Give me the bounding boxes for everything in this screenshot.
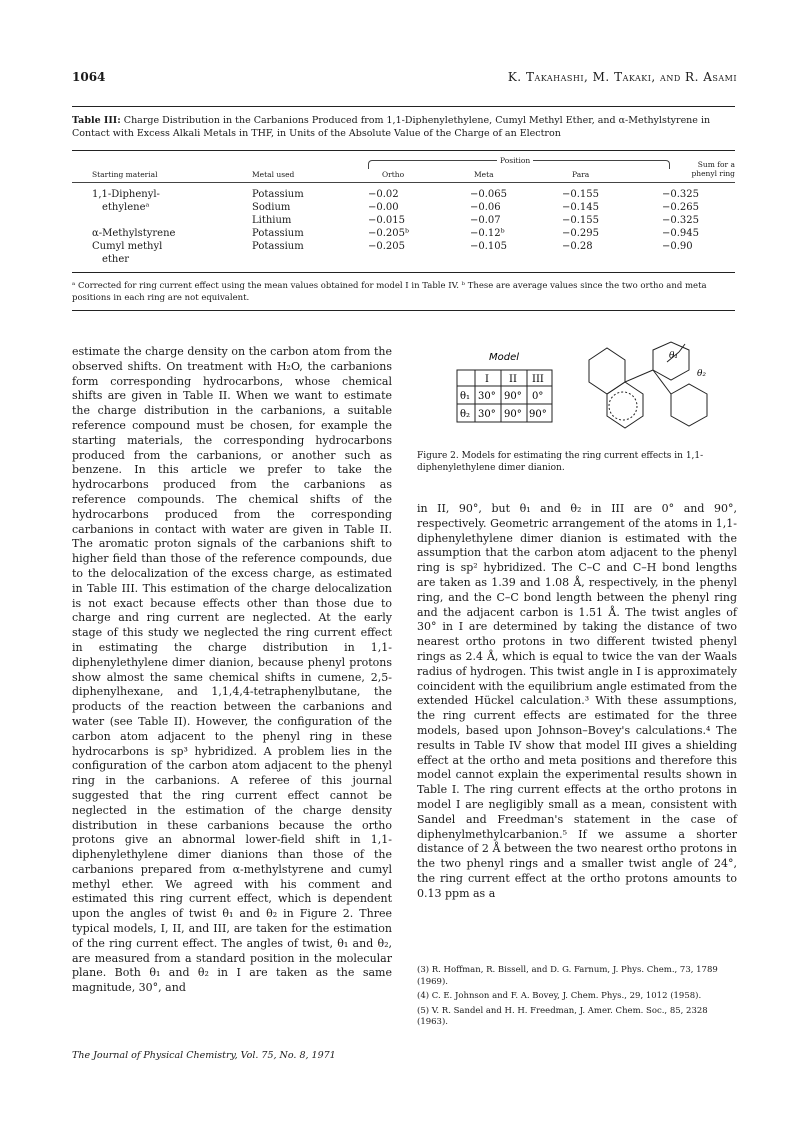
model-cell: 30° — [478, 409, 496, 420]
header-ortho: Ortho — [382, 170, 405, 179]
right-body-paragraph: in II, 90°, but θ₁ and θ₂ in III are 0° and 90°, respectively. Geometric arrangement of the atoms in 1,1-diphenylethylene dimer dianion is estimated with the assumption that the carbon atom adjacent to the phenyl ring is sp² hybridized. The C–C and C–H bond lengths are taken as 1.39 and 1.08 Å, respectively, in the phenyl ring, and the C–C bond length between the phenyl ring and the adjacent carbon is 1.51 Å. The twist angles of 30° in I are determined by taking the distance of two nearest ortho protons in two different twisted phenyl rings as 2.4 Å, which is equal to twice the van der Waals radius of hydrogen. This twist angle in I is approximately coincident with the equilibrium angle estimated from the extended Hückel calculation.³ With these assumptions, the ring current effects are estimated for the three models, based upon Johnson–Bovey's calculations.⁴ The results in Table IV show that model III gives a shielding effect at the ortho and meta positions and therefore this model cannot explain the experimental results shown in Table I. The ring current effects at the ortho protons in model I are negligibly small as a mean, consistent with Sandel and Freedman's statement in the case of diphenylmethylcarbanion.⁵ If we assume a shorter distance of 2 Å between the two nearest ortho protons in the two phenyl rings and a smaller twist angle of 24°, the ring current effect at the ortho protons amounts to 0.13 ppm as a — [417, 502, 737, 900]
model-cell: 30° — [478, 391, 496, 402]
left-body-paragraph: estimate the charge density on the carbon atom from the observed shifts. On treatment with H₂O, the carbanions form corresponding hydrocarbons, whose chemical shifts are given in Table II. When we want to estimate the charge distribution in the carbanions, a suitable reference compound must be chosen, for example the starting materials, the corresponding hydrocarbons produced from the carbanions, or another such as benzene. In this article we prefer to take the hydrocarbons produced from the carbanions as reference compounds. The chemical shifts of the hydrocarbons produced from the corresponding carbanions in contact with water are given in Table II. The aromatic proton signals of the carbanions shift to higher field than those of the reference compounds, due to the delocalization of the excess charge, as estimated in Table III. This estimation of the charge delocalization is not exact because effects other than those due to charge and ring current are neglected. At the early stage of this study we neglected the ring current effect in estimating the charge distribution in 1,1-diphenylethylene dimer dianion, because phenyl protons show almost the same chemical shifts in cumene, 2,5-diphenylhexane, and 1,1,4,4-tetraphenylbutane, the products of the reaction between the carbanions and water (see Table II). However, the configuration of the carbon atom adjacent to the phenyl ring in these hydrocarbons is sp³ hybridized. A problem lies in the configuration of the carbon atom adjacent to the phenyl ring in the carbanions. A referee of this journal suggested that the ring current effect cannot be neglected in the estimation of the charge density distribution in these carbanions because the ortho protons give an abnormal lower-field shift in 1,1-diphenylethylene dimer dianions than those of the carbanions prepared from α-methylstyrene and cumyl methyl ether. We agreed with his comment and estimated this ring current effect, which is dependent upon the angles of twist θ₁ and θ₂ in Figure 2. Three typical models, I, II, and III, are taken for the estimation of the ring current effect. The angles of twist, θ₁ and θ₂, are measured from a standard position in the molecular plane. Both θ₁ and θ₂ in I are taken as the same magnitude, 30°, and — [72, 345, 392, 995]
section-rule — [72, 310, 735, 311]
model-row-label: θ₁ — [460, 391, 471, 402]
header-para: Para — [572, 170, 590, 179]
table-cell-para: −0.295 — [562, 228, 600, 239]
table-cell-material: ethyleneᵃ — [102, 202, 150, 213]
table-cell-material: 1,1-Diphenyl- — [92, 189, 160, 200]
running-header-authors: K. Takahashi, M. Takaki, and R. Asami — [507, 70, 737, 84]
header-sum-1: Sum for a — [697, 160, 735, 169]
table-cell-meta: −0.12ᵇ — [470, 228, 505, 239]
journal-footer: The Journal of Physical Chemistry, Vol. 75, No. 8, 1971 — [72, 1050, 336, 1061]
reference-item: (5) V. R. Sandel and H. H. Freedman, J. Amer. Chem. Soc., 85, 2328 (1963). — [417, 1005, 708, 1027]
right-text-column — [417, 502, 737, 902]
table-cell-para: −0.155 — [562, 189, 600, 200]
table-cell-meta: −0.105 — [470, 241, 508, 252]
header-position: Position — [497, 156, 533, 165]
table-cell-meta: −0.06 — [470, 202, 501, 213]
table-cell-material: α-Methylstyrene — [92, 228, 176, 239]
table-cell-para: −0.145 — [562, 202, 600, 213]
table-cell-ortho: −0.02 — [368, 189, 399, 200]
left-text-column — [72, 345, 392, 996]
table-caption-text: Charge Distribution in the Carbanions Produced from 1,1-Diphenylethylene, Cumyl Methyl Ether, and α-Methylstyrene in Contact with Excess Alkali Metals in THF, in Units of the Absolute Value of the Charge of an Electron — [72, 115, 711, 139]
table-cell-metal: Sodium — [252, 202, 291, 213]
page-number: 1064 — [72, 70, 106, 84]
table-cell-sum: −0.945 — [662, 228, 700, 239]
table-cell-para: −0.28 — [562, 241, 593, 252]
top-rule — [72, 106, 735, 107]
table-cell-material: Cumyl methyl — [92, 241, 163, 252]
table-cell-material: ether — [102, 254, 130, 265]
header-sum-2: phenyl ring — [691, 169, 735, 178]
reference-item: (3) R. Hoffman, R. Bissell, and D. G. Farnum, J. Phys. Chem., 73, 1789 (1969). — [417, 965, 718, 987]
model-col-header: I — [485, 374, 489, 385]
table-label: Table III: — [72, 115, 121, 126]
table-cell-metal: Potassium — [252, 228, 304, 239]
figure-model-title: Model — [489, 352, 520, 363]
dimer-dianion-structure — [589, 342, 707, 428]
table-cell-para: −0.155 — [562, 215, 600, 226]
model-angle-table — [457, 370, 552, 422]
model-col-header: II — [509, 374, 517, 385]
table-cell-ortho: −0.205 — [368, 241, 406, 252]
table-header-rule — [72, 182, 735, 183]
model-col-header: III — [532, 374, 544, 385]
table-cell-sum: −0.90 — [662, 241, 693, 252]
table-footnote: ᵃ Corrected for ring current effect using the mean values obtained for model I in Table IV. ᵇ These are average values since the two ortho and meta positions in each ring are not equivalent. — [72, 281, 707, 303]
model-cell: 90° — [504, 391, 522, 402]
table-cell-ortho: −0.015 — [368, 215, 406, 226]
table-cell-metal: Potassium — [252, 241, 304, 252]
table-cell-meta: −0.07 — [470, 215, 501, 226]
header-meta: Meta — [474, 170, 494, 179]
model-cell: 0° — [532, 391, 544, 402]
header-metal: Metal used — [252, 170, 295, 179]
model-row-label: θ₂ — [460, 409, 471, 420]
reference-item: (4) C. E. Johnson and F. A. Bovey, J. Chem. Phys., 29, 1012 (1958). — [417, 991, 702, 1001]
table-caption — [72, 114, 735, 140]
theta1-label: θ₁ — [669, 351, 679, 361]
table-top-rule — [72, 150, 735, 151]
table-cell-metal: Potassium — [252, 189, 304, 200]
model-cell: 90° — [529, 409, 547, 420]
table-cell-sum: −0.325 — [662, 189, 700, 200]
figure-2-caption: Figure 2. Models for estimating the ring current effects in 1,1-diphenylethylene dimer dianion. — [417, 451, 704, 473]
references — [417, 965, 737, 1032]
table-cell-sum: −0.325 — [662, 215, 700, 226]
table-bottom-rule — [72, 272, 735, 273]
table-cell-meta: −0.065 — [470, 189, 508, 200]
theta2-label: θ₂ — [697, 369, 707, 379]
figure-2 — [417, 340, 737, 450]
table-cell-ortho: −0.205ᵇ — [368, 228, 410, 239]
table-cell-metal: Lithium — [252, 215, 292, 226]
table-cell-ortho: −0.00 — [368, 202, 399, 213]
model-cell: 90° — [504, 409, 522, 420]
header-starting-material: Starting material — [92, 170, 158, 179]
table-cell-sum: −0.265 — [662, 202, 700, 213]
